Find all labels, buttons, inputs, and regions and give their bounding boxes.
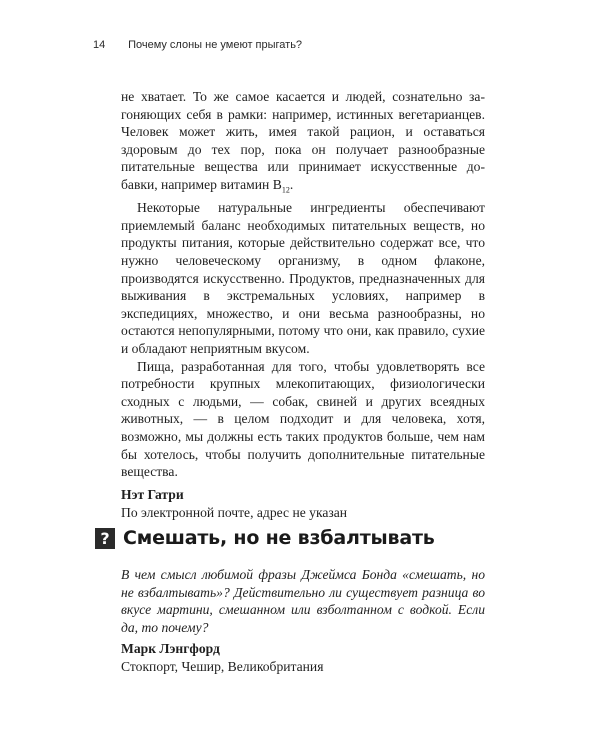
- page-number: 14: [93, 39, 106, 51]
- paragraph-2: Некоторые натуральные ингредиенты обеспечивают приемлемый баланс необходимых питательных веществ, но продукты питания, которые действительно содержат все, что нужно человеческому организму, в одном флаконе, производятся искусственно. Продуктов, предназначенных для выживания в экстремальных условиях, например в экспедициях, множество, и они весьма разнообразны, но остаются непопулярными, потому что они, как правило, сухие и обладают неприятным вкусом.: [121, 200, 485, 357]
- section-heading: [95, 524, 435, 552]
- running-title: Почему слоны не умеют прыгать?: [128, 39, 303, 51]
- vitamin-b12: $B_{12}$: [272, 176, 290, 195]
- question-author-name: Марк Лэнгфорд: [121, 641, 220, 657]
- reader-question: [121, 566, 485, 676]
- paragraph-1: не хватает. То же самое касается и людей, сознательно загоняющих себя в рамки: например, истинных вегетарианцев. Человек может жить, имея такой рацион, и оставаться здоровым до тех пор, пока он получает разнообразные питательные вещества или принимает искусственные добавки, например витамин $B_{12}$.: [121, 89, 485, 195]
- paragraph-3: Пища, разработанная для того, чтобы удовлетворять все потребности крупных млекопитающих, физиологически сходных с людьми, — собак, свиней и других всеядных животных, — в целом подходит и для человека, хотя, возможно, мы должны есть таких продуктов больше, чем нам бы хотелось, чтобы получить дополнительные питательные вещества.: [121, 358, 485, 480]
- question-mark-icon: ?: [95, 528, 115, 549]
- article-body: [121, 88, 485, 522]
- section-title: Смешать, но не взбалтывать: [123, 527, 435, 549]
- running-header: [93, 39, 533, 51]
- question-author-location: Стокпорт, Чешир, Великобритания: [121, 659, 324, 675]
- question-text: В чем смысл любимой фразы Джеймса Бонда «смешать, но не взбалтывать»? Действительно ли существует разница во вкусе мартини, смешанном или взболтанном с водкой. Если да, то почему?: [121, 567, 485, 635]
- signature-name: Нэт Гатри: [121, 486, 184, 502]
- signature-location: По электронной почте, адрес не указан: [121, 504, 348, 520]
- paragraph-1-text: не хватает. То же самое касается и людей, сознательно загоняющих себя в рамки: например, истинных вегетарианцев. Человек может жить, имея такой рацион, и оставаться здоровым до тех пор, пока он получает разнообразные питательные вещества или принимает искусственные добавки, например витамин: [121, 89, 485, 192]
